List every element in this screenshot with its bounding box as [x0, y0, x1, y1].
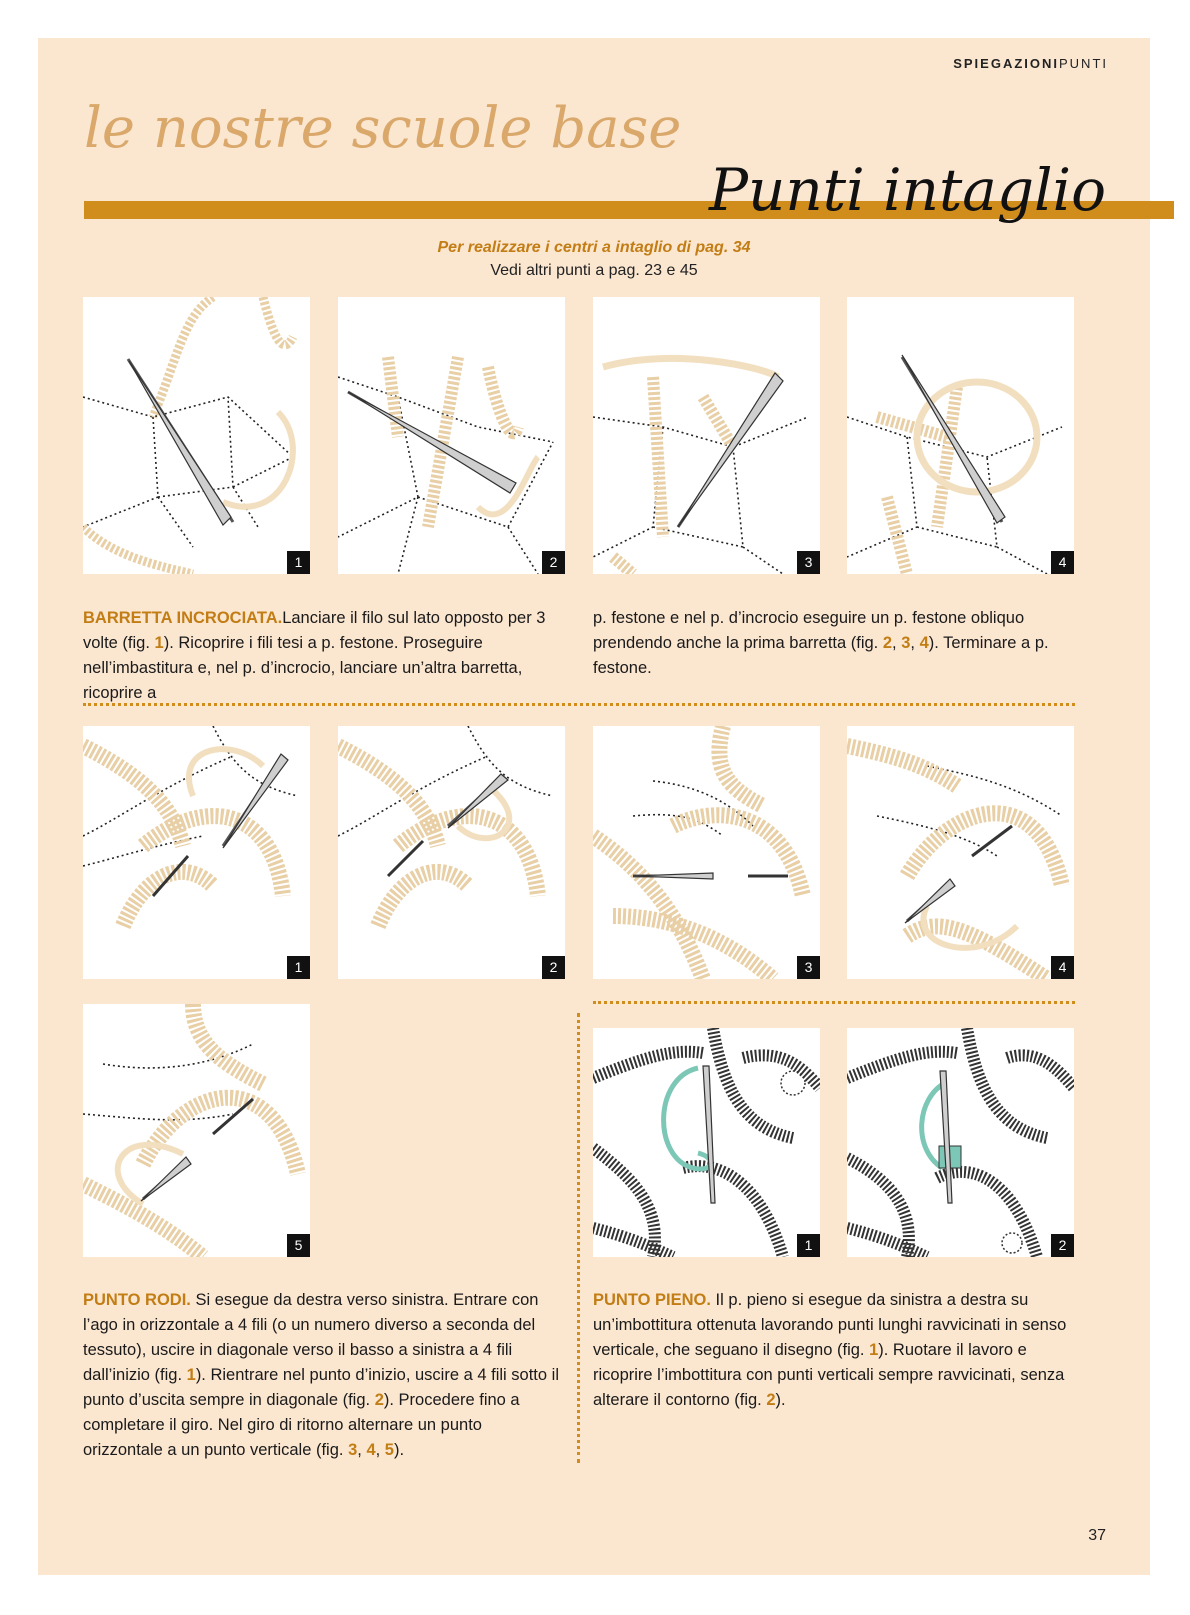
figure-number: 4 — [1051, 956, 1074, 979]
figure-number: 3 — [797, 956, 820, 979]
subtitle-reference: Per realizzare i centri a intaglio di pag. 34 — [437, 239, 751, 256]
rodi-figure-4 — [847, 726, 1074, 979]
column-divider — [577, 1013, 580, 1463]
barretta-illustration-1 — [83, 297, 310, 574]
barretta-figure-3 — [593, 297, 820, 574]
figure-number: 3 — [797, 551, 820, 574]
pieno-illustration-1 — [593, 1028, 820, 1257]
rodi-illustration-4 — [847, 726, 1074, 979]
rodi-figure-1 — [83, 726, 310, 979]
rodi-illustration-3 — [593, 726, 820, 979]
figure-number: 2 — [542, 956, 565, 979]
barretta-text-col1: BARRETTA INCROCIATA.Lanciare il filo sul lato opposto per 3 volte (fig. 1). Ricoprire i fili tesi a p. festone. Proseguire nell’imbastitura e, nel p. d’incrocio, lanciare un’altra barretta, ricoprire a — [83, 609, 546, 702]
page — [38, 38, 1150, 1575]
figure-number: 5 — [287, 1234, 310, 1257]
kicker-title: le nostre scuole base — [84, 96, 682, 161]
pieno-illustration-2 — [847, 1028, 1074, 1257]
page-number: 37 — [1088, 1527, 1106, 1544]
rodi-illustration-1 — [83, 726, 310, 979]
barretta-illustration-3 — [593, 297, 820, 574]
barretta-figure-4 — [847, 297, 1074, 574]
pieno-text: PUNTO PIENO. Il p. pieno si esegue da sinistra a destra su un’imbottitura ottenuta lavorando punti lunghi ravvicinati in senso verticale, che seguano il disegno (fig. 1). Ruotare il lavoro e ricoprire l’imbottitura con punti verticali sempre ravvicinati, senza alterare il contorno (fig. 2). — [593, 1291, 1067, 1409]
figure-number: 4 — [1051, 551, 1074, 574]
rodi-illustration-2 — [338, 726, 565, 979]
rodi-figure-2 — [338, 726, 565, 979]
figure-number: 2 — [1051, 1234, 1074, 1257]
barretta-illustration-4 — [847, 297, 1074, 574]
figure-number: 1 — [797, 1234, 820, 1257]
rodi-illustration-5 — [83, 1004, 310, 1257]
barretta-lead: BARRETTA INCROCIATA. — [83, 609, 283, 627]
subtitle-see-also: Vedi altri punti a pag. 23 e 45 — [490, 262, 698, 279]
barretta-illustration-2 — [338, 297, 565, 574]
subtitle — [38, 236, 1150, 282]
pieno-divider — [593, 1001, 1075, 1004]
rodi-figure-3 — [593, 726, 820, 979]
figure-number: 1 — [287, 956, 310, 979]
rodi-lead: PUNTO RODI. — [83, 1291, 191, 1309]
barretta-figure-1 — [83, 297, 310, 574]
section-divider — [83, 703, 1075, 706]
pieno-figure-2 — [847, 1028, 1074, 1257]
barretta-figure-2 — [338, 297, 565, 574]
figure-number: 1 — [287, 551, 310, 574]
figure-number: 2 — [542, 551, 565, 574]
pieno-figure-1 — [593, 1028, 820, 1257]
rodi-figure-5 — [83, 1004, 310, 1257]
barretta-text-col2: p. festone e nel p. d’incrocio eseguire un p. festone obliquo prendendo anche la prima barretta (fig. 2, 3, 4). Terminare a p. festone. — [593, 609, 1049, 677]
rodi-text: PUNTO RODI. Si esegue da destra verso sinistra. Entrare con l’ago in orizzontale a 4 fili (o un numero diverso a seconda del tessuto), uscire in diagonale verso il basso a sinistra a 4 fili dall’inizio (fig. 1). Rientrare nel punto d’inizio, uscire a 4 fili sotto il punto d’uscita sempre in diagonale (fig. 2). Procedere fino a completare il giro. Nel giro di ritorno alternare un punto orizzontale a un punto verticale (fig. 3, 4, 5). — [83, 1291, 559, 1459]
section-tag: SPIEGAZIONIPUNTI — [953, 56, 1108, 71]
pieno-lead: PUNTO PIENO. — [593, 1291, 711, 1309]
page-title: Punti intaglio — [709, 156, 1106, 224]
